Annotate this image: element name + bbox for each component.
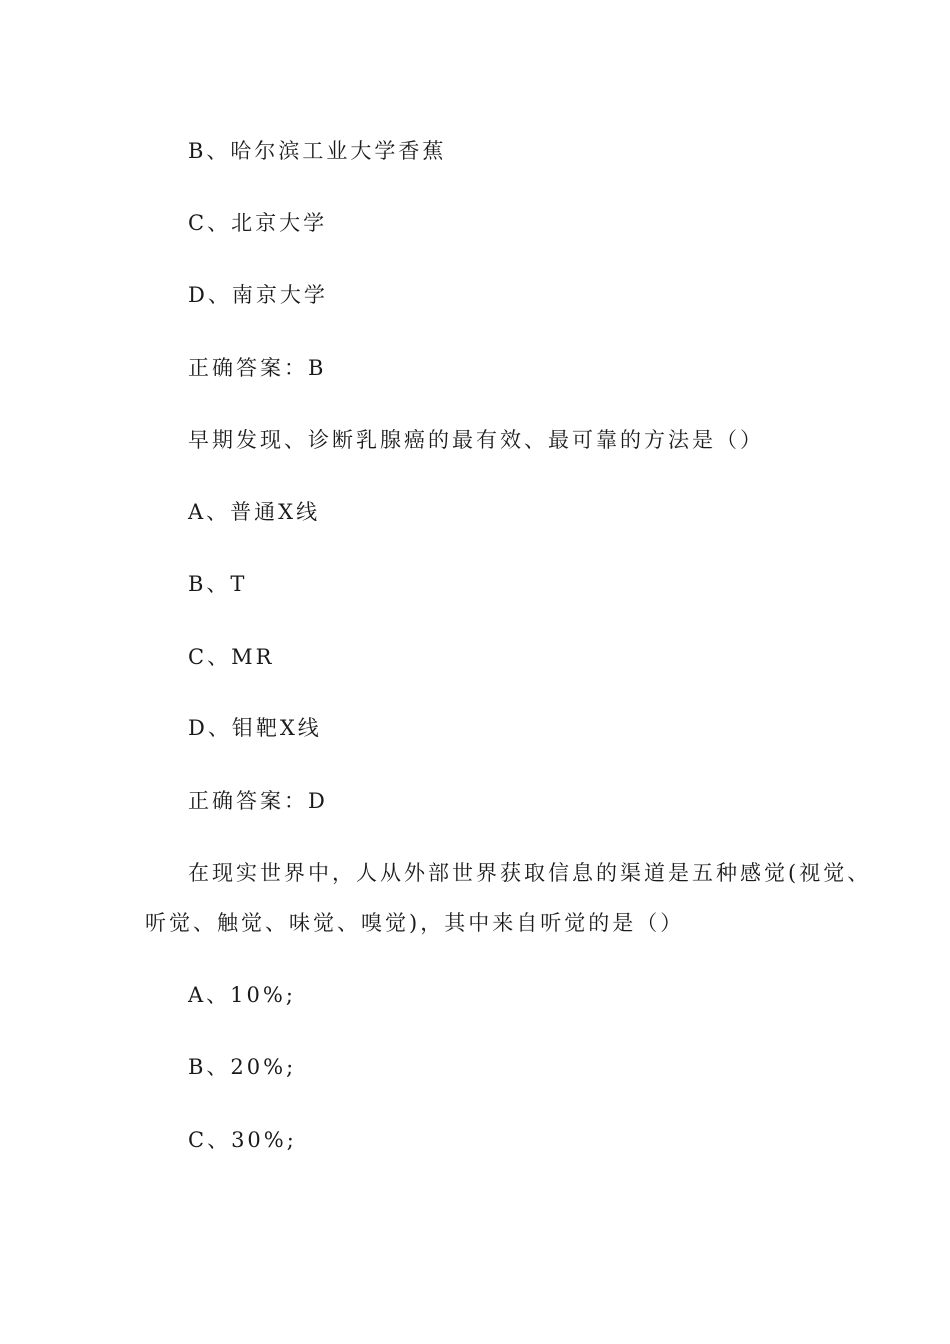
option-c-q3: C、30%; bbox=[188, 1128, 297, 1152]
option-b-q1: B、哈尔滨工业大学香蕉 bbox=[188, 139, 447, 163]
answer-q1: 正确答案：B bbox=[188, 356, 327, 380]
question-3-line-1: 在现实世界中，人从外部世界获取信息的渠道是五种感觉(视觉、 bbox=[188, 861, 872, 885]
option-c-q2: C、MR bbox=[188, 645, 275, 669]
option-c-q1: C、北京大学 bbox=[188, 211, 328, 235]
option-b-q3: B、20%; bbox=[188, 1055, 297, 1079]
answer-q2: 正确答案：D bbox=[188, 789, 328, 813]
question-2: 早期发现、诊断乳腺癌的最有效、最可靠的方法是（） bbox=[188, 428, 764, 452]
option-b-q2: B、T bbox=[188, 572, 248, 596]
option-a-q2: A、普通X线 bbox=[188, 500, 321, 524]
question-3-line-2: 听觉、触觉、味觉、嗅觉)，其中来自听觉的是（） bbox=[145, 911, 685, 935]
option-d-q2: D、钼靶X线 bbox=[188, 716, 322, 740]
option-a-q3: A、10%; bbox=[188, 983, 296, 1007]
option-d-q1: D、南京大学 bbox=[188, 283, 328, 307]
